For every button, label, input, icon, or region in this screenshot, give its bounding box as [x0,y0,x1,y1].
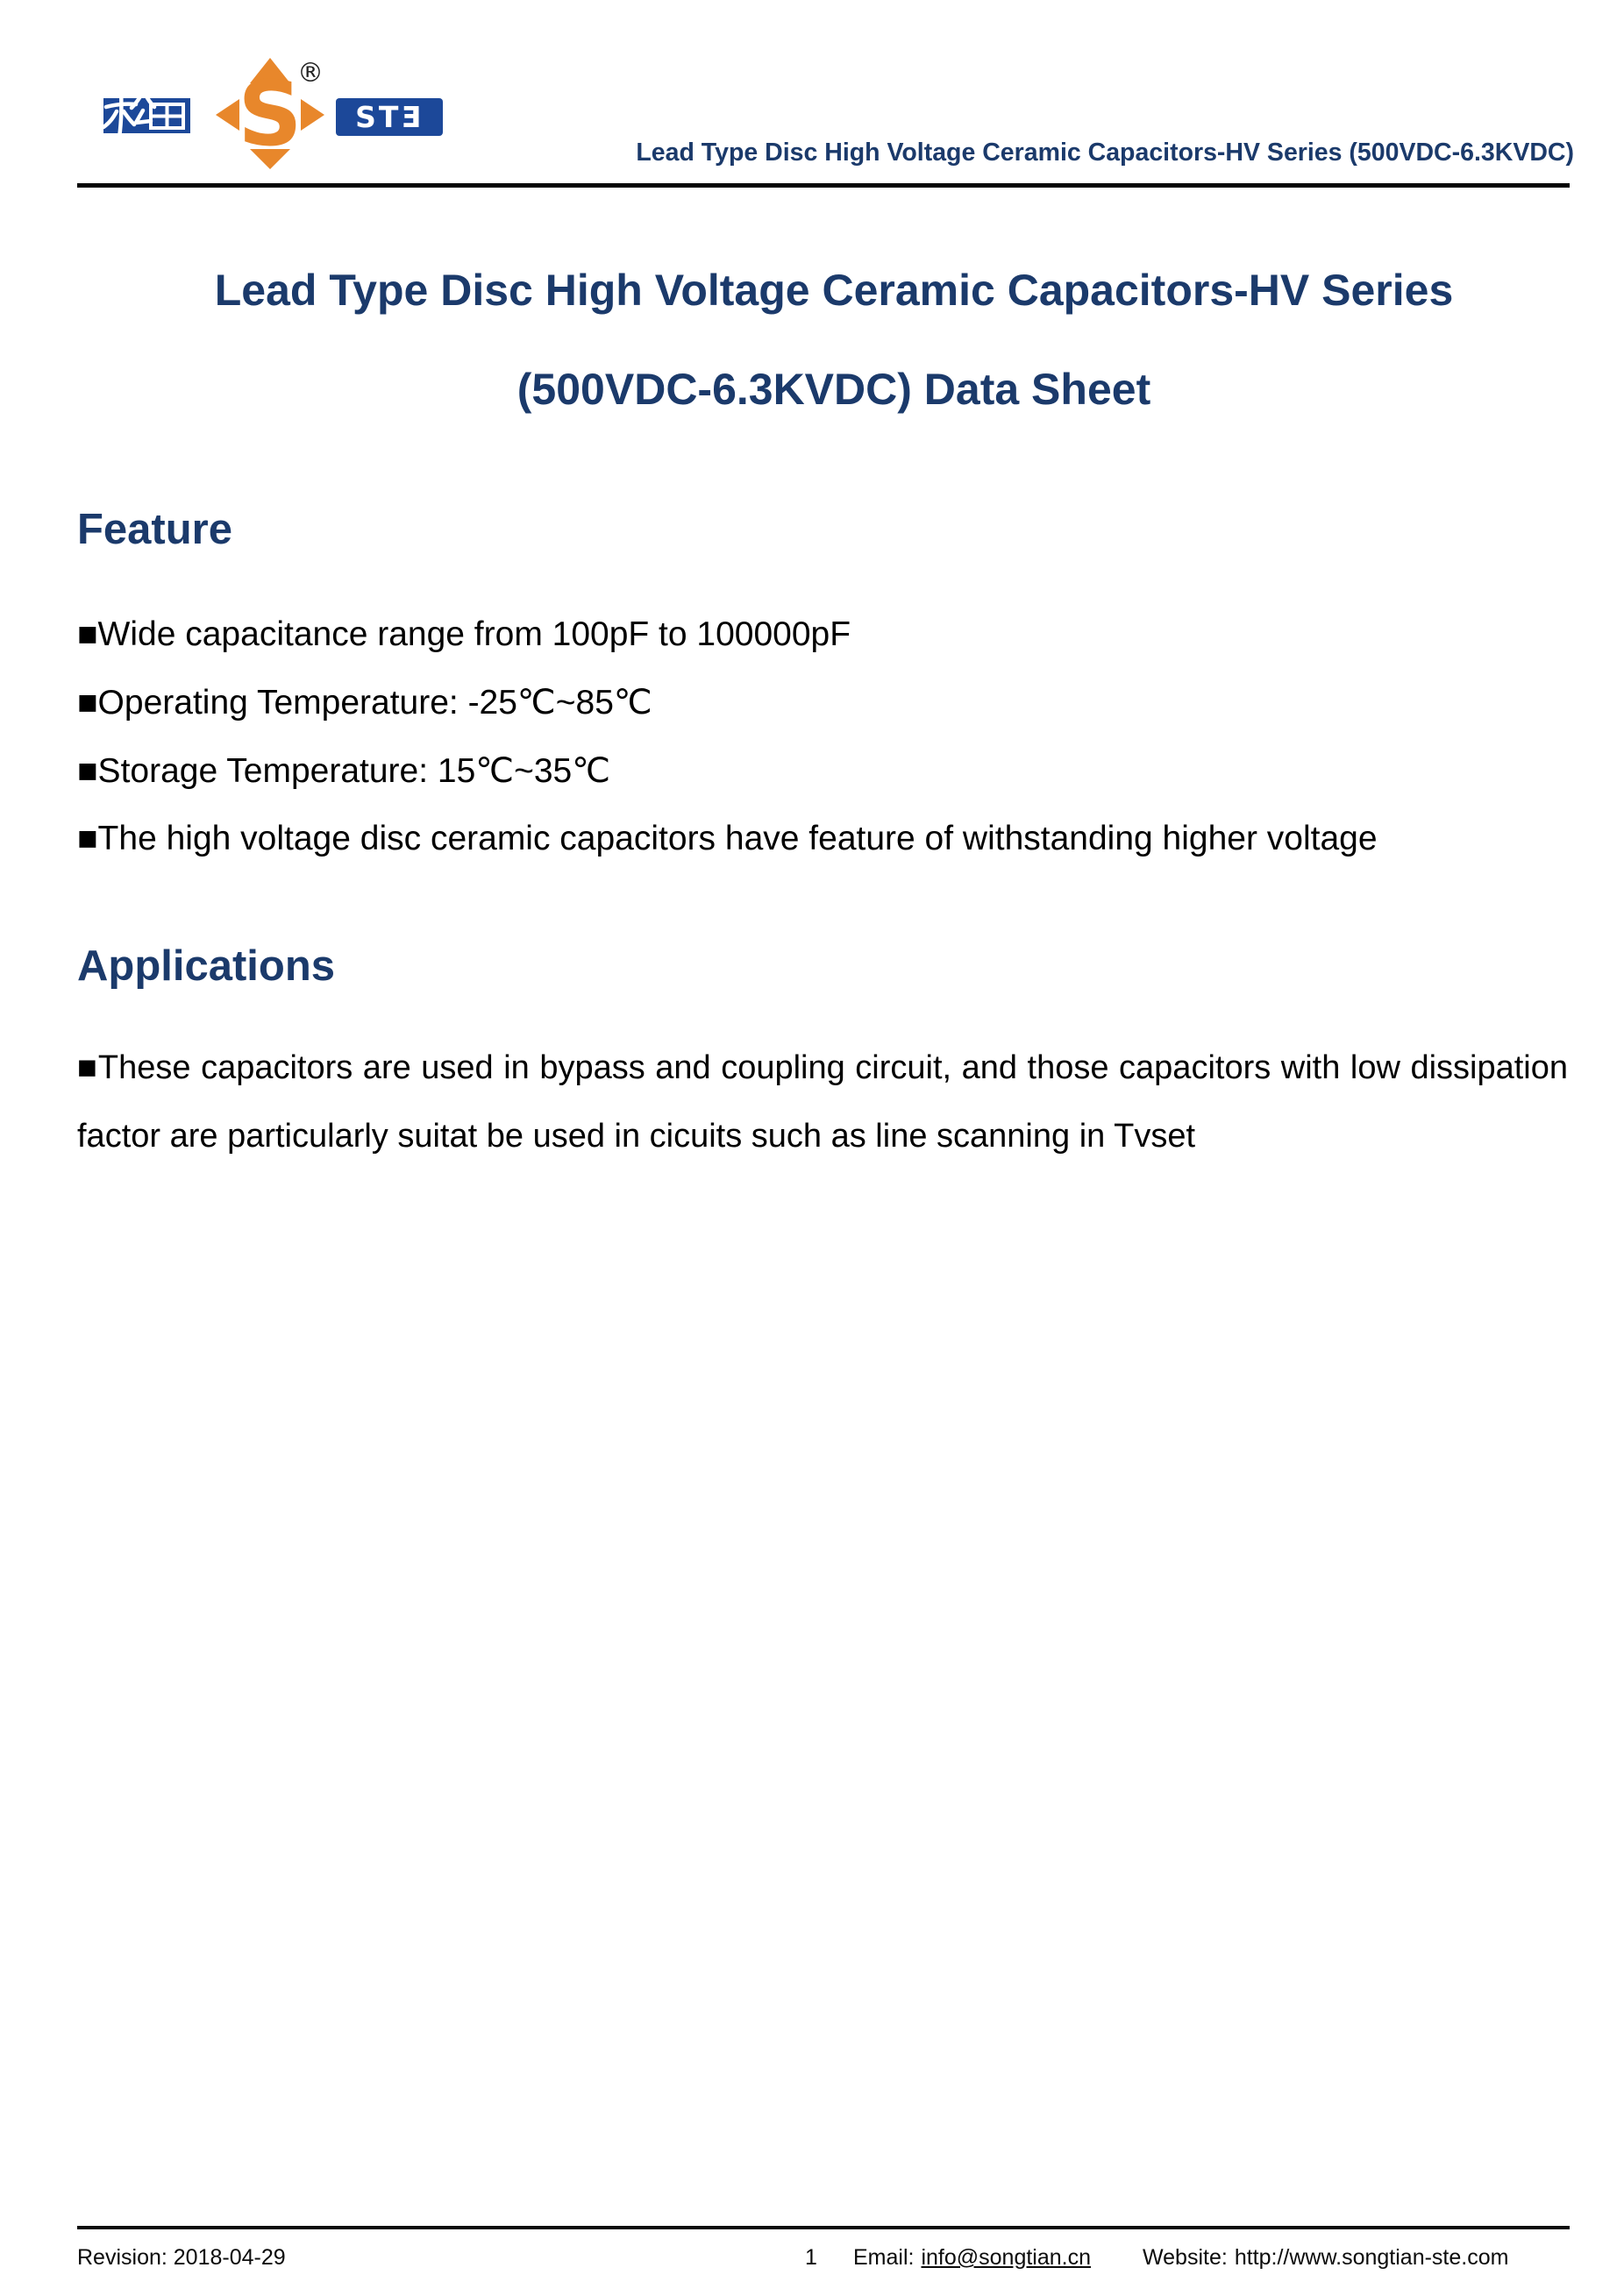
feature-item: ■Operating Temperature: -25℃~85℃ [77,684,652,721]
header-product-line-title: Lead Type Disc High Voltage Ceramic Capacitors-HV Series (500VDC-6.3KVDC) [636,139,1574,167]
registered-trademark-icon: ® [297,58,324,89]
ste-letters: STƎ [355,100,424,134]
feature-heading: Feature [77,506,233,553]
feature-item: ■Storage Temperature: 15℃~35℃ [77,752,611,790]
footer-revision: Revision: 2018-04-29 [77,2245,286,2270]
applications-paragraph-line1: ■These capacitors are used in bypass and coupling circuit, and those capacitors with low dissipation [77,1049,1568,1086]
header-rule [77,183,1570,188]
applications-paragraph-line2: factor are particularly suitat be used in cicuits such as line scanning in Tvset [77,1118,1196,1155]
footer-email-label: Email: [853,2245,915,2270]
footer-website-label: Website: [1143,2245,1228,2270]
applications-heading: Applications [77,942,336,990]
footer-rule [77,2226,1570,2229]
document-title-line2: (500VDC-6.3KVDC) Data Sheet [516,365,1151,414]
songtian-chinese-wordmark-icon [103,82,190,138]
document-title-line1: Lead Type Disc High Voltage Ceramic Capacitors-HV Series [214,266,1454,315]
footer-website-url: http://www.songtian-ste.com [1234,2245,1509,2270]
feature-item: ■Wide capacitance range from 100pF to 100000pF [77,615,851,653]
footer-page-number: 1 [805,2245,817,2270]
s-monogram-letter: S [238,62,303,167]
footer-email-link[interactable]: info@songtian.cn [921,2245,1092,2270]
footer-website [1143,2244,1508,2271]
ste-wordmark-icon [336,98,443,136]
footer-email [853,2244,1091,2271]
feature-item: ■The high voltage disc ceramic capacitors have feature of withstanding higher voltage [77,820,1378,857]
